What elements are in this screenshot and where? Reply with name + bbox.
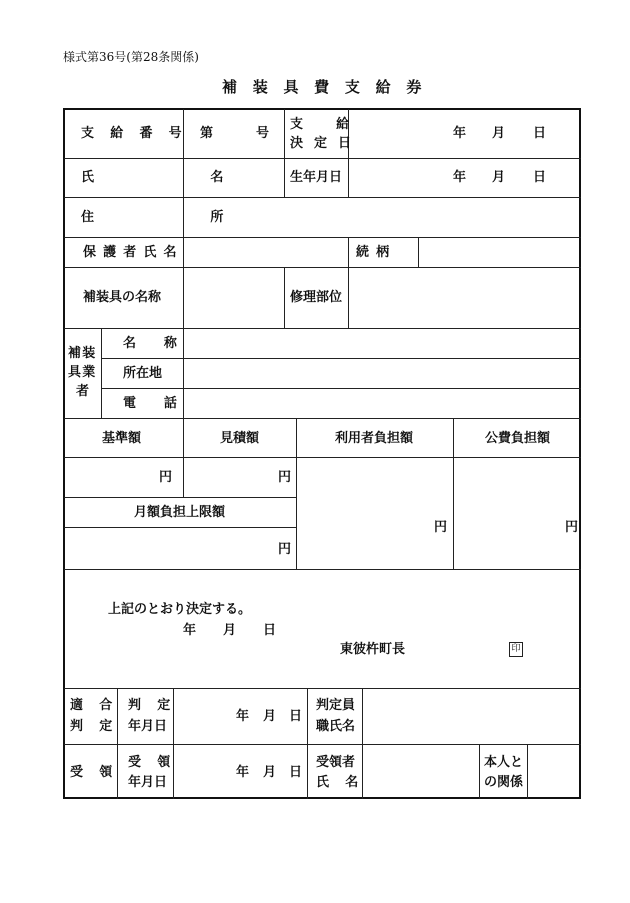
monthly-cap-label: 月額負担上限額 [134,505,226,520]
judgment-date-label: 判 定 [128,698,177,713]
row-divider [64,527,296,528]
conformity-label: 適 合 [70,698,119,713]
col-divider [183,418,184,497]
col-divider [101,328,102,418]
seal-mark: 印 [509,642,523,657]
day-label: 日 [533,126,547,141]
decision-month: 月 [223,623,237,638]
row-divider [64,688,581,689]
col-divider [479,744,480,799]
row-divider [64,267,581,268]
row-divider [64,197,581,198]
repair-part-label: 修理部位 [290,290,343,305]
row-divider [64,569,581,570]
year-label: 年 [236,765,250,780]
yen-label: 円 [434,520,448,535]
form-number: 様式第36号(第28条関係) [63,50,199,64]
receipt-date-label: 受 領 [128,755,177,770]
yen-label: 円 [159,470,173,485]
month-label: 月 [263,765,277,780]
col-divider [307,688,308,799]
row-divider [64,328,581,329]
vendor-label: 者 [76,384,90,399]
receipt-label: 受 領 [70,765,119,780]
col-divider [183,237,184,267]
month-label: 月 [492,126,506,141]
device-name-label: 補装具の名称 [83,290,162,305]
user-burden-label: 利用者負担額 [335,431,414,446]
address-label: 住 所 [81,210,280,225]
row-divider [64,457,581,458]
col-divider [453,418,454,569]
decision-date-label: 決 定 日 [290,136,355,151]
row-divider [64,237,581,238]
month-label: 月 [263,709,277,724]
vendor-name-label: 名 称 [123,336,189,351]
guardian-name-label: 保 護 者 氏 名 [83,245,178,260]
vendor-label: 具業 [68,365,97,380]
decision-day: 日 [263,623,277,638]
payment-number-label: 支 給 番 号 [81,126,188,141]
year-label: 年 [453,126,467,141]
relation-label: の関係 [484,775,524,790]
dai-label: 第 [200,126,214,141]
declaration-text: 上記のとおり決定する。 [108,602,252,617]
judge-label: 職氏名 [316,719,356,734]
col-divider [348,237,349,267]
estimate-amount-label: 見積額 [220,431,260,446]
receipt-date-label: 年月日 [128,775,168,790]
row-divider [64,744,581,745]
row-divider [64,158,581,159]
recipient-label: 氏 名 [316,775,365,790]
row-divider [101,358,581,359]
decision-date-label: 支 給 [290,117,364,132]
yen-label: 円 [565,520,579,535]
judgment-date-label: 年月日 [128,719,168,734]
decision-year: 年 [183,623,197,638]
col-divider [183,267,184,328]
judge-label: 判定員 [316,698,356,713]
relationship-label: 続 柄 [356,245,391,260]
vendor-location-label: 所在地 [123,366,163,381]
col-divider [296,418,297,569]
recipient-label: 受領者 [316,755,356,770]
public-burden-label: 公費負担額 [485,431,551,446]
form-title: 補 装 具 費 支 給 券 [222,78,427,96]
col-divider [284,267,285,328]
yen-label: 円 [278,470,292,485]
day-label: 日 [533,170,547,185]
col-divider [418,237,419,267]
row-divider [101,388,581,389]
row-divider [64,418,581,419]
conformity-label: 判 定 [70,719,119,734]
name-label: 氏 名 [81,170,280,185]
year-label: 年 [453,170,467,185]
day-label: 日 [289,765,303,780]
issuer-name: 東彼杵町長 [340,642,406,657]
go-label: 号 [256,126,270,141]
col-divider [527,744,528,799]
base-amount-label: 基準額 [102,431,142,446]
vendor-phone-label: 電 話 [123,396,189,411]
row-divider [64,497,296,498]
birth-date-label: 生年月日 [290,170,343,185]
relation-label: 本人と [484,755,524,770]
col-divider [348,267,349,328]
day-label: 日 [289,709,303,724]
col-divider [284,109,285,197]
vendor-label: 補装 [68,346,97,361]
year-label: 年 [236,709,250,724]
yen-label: 円 [278,542,292,557]
month-label: 月 [492,170,506,185]
